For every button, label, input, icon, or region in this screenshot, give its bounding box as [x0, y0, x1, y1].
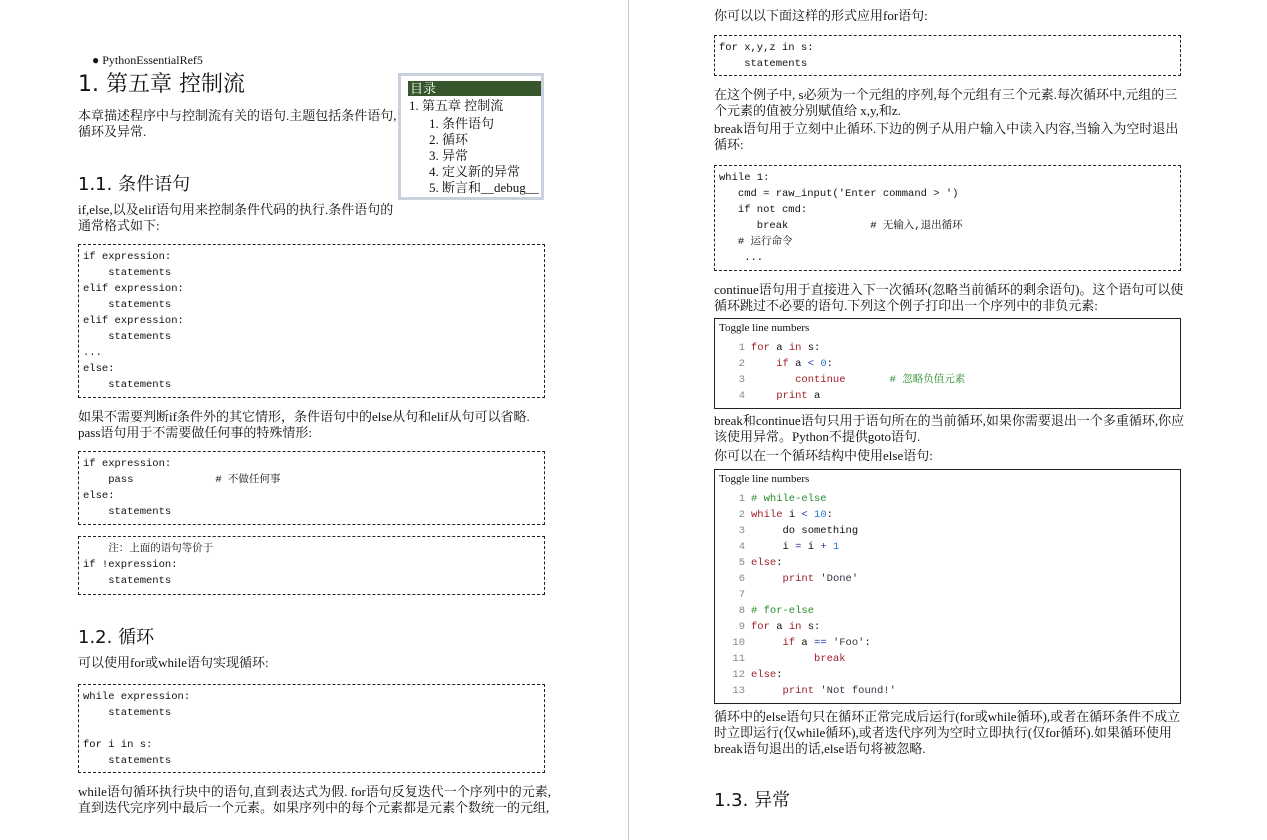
code-block	[78, 451, 545, 525]
code-line: elif expression:	[83, 283, 184, 295]
code-token: else	[751, 669, 777, 681]
line-number: 5	[738, 557, 745, 569]
toggle-line-numbers-link[interactable]: Toggle line numbers	[719, 473, 810, 485]
code-token: print	[776, 390, 808, 402]
code-token: a	[788, 358, 808, 370]
toc-item[interactable]: 5. 断言和__debug__	[429, 180, 539, 195]
code-line	[719, 619, 1176, 635]
code-line	[719, 651, 1176, 667]
code-token	[751, 374, 795, 386]
code-line: if expression:	[83, 251, 172, 263]
code-line	[719, 388, 1176, 404]
code-token: :	[776, 557, 783, 569]
code-line: statements	[83, 575, 172, 587]
section-heading-conditionals: 1.1. 条件语句	[78, 174, 191, 195]
line-number: 6	[738, 573, 745, 585]
right-page	[630, 0, 1267, 840]
code-token: 10	[814, 509, 827, 521]
code-token: # 忽略负值元素	[889, 374, 966, 386]
code-token: i	[782, 509, 802, 521]
line-number: 3	[738, 374, 745, 386]
toc-item[interactable]: 2. 循环	[429, 132, 469, 147]
toggle-line-numbers-link[interactable]: Toggle line numbers	[719, 322, 810, 334]
code-line: cmd = raw_input('Enter command > ')	[719, 188, 959, 200]
code-token: 'Foo'	[832, 637, 865, 649]
code-line: break # 无输入,退出循环	[719, 220, 963, 232]
code-line: while 1:	[719, 172, 770, 184]
code-line: statements	[83, 755, 172, 767]
intro-paragraph	[78, 108, 398, 140]
toc-chapter-link[interactable]: 1. 第五章 控制流	[409, 98, 504, 113]
code-token: for	[751, 342, 770, 354]
line-number: 7	[738, 589, 745, 601]
paragraph	[714, 87, 1194, 119]
code-block	[714, 35, 1181, 76]
code-line	[719, 571, 1176, 587]
line-number: 11	[732, 653, 745, 665]
code-line: # 运行命令	[719, 236, 793, 248]
code-token: # for-else	[751, 605, 815, 617]
code-token: :	[826, 509, 833, 521]
code-token: in	[788, 621, 802, 633]
code-line: 注：上面的语句等价于	[83, 543, 214, 555]
code-token: if	[776, 358, 789, 370]
code-token: :	[864, 637, 871, 649]
paragraph: 你可以以下面这样的形式应用for语句:	[714, 8, 928, 23]
code-line: statements	[83, 267, 172, 279]
code-line	[719, 603, 1176, 619]
text-line: while语句循环执行块中的语句,直到表达式为假. for语句反复迭代一个序列中的元素,	[78, 784, 552, 799]
section-heading-exceptions: 1.3. 异常	[714, 790, 791, 811]
code-token: 'Done'	[820, 573, 859, 585]
code-line: statements	[83, 707, 172, 719]
code-line	[719, 683, 1176, 699]
chapter-title: 1. 第五章 控制流	[78, 72, 245, 97]
line-number: 12	[732, 669, 745, 681]
toc-item[interactable]: 4. 定义新的异常	[429, 164, 521, 179]
toc-title: 目录	[408, 81, 541, 96]
code-line: statements	[719, 58, 808, 70]
code-line: elif expression:	[83, 315, 184, 327]
code-token: for	[751, 621, 770, 633]
line-number: 2	[738, 509, 745, 521]
line-number: 4	[738, 390, 745, 402]
section-heading-loops: 1.2. 循环	[78, 627, 155, 648]
code-line	[719, 507, 1176, 523]
code-line	[719, 539, 1176, 555]
text-line: break和continue语句只用于语句所在的当前循环,如果你需要退出一个多重循环,你应	[714, 413, 1185, 428]
code-block	[78, 684, 545, 773]
code-block	[714, 165, 1181, 271]
code-line: pass # 不做任何事	[83, 474, 281, 486]
text-line: 该使用异常。Python不提供goto语句.	[714, 429, 921, 444]
code-token: i	[751, 541, 796, 553]
code-line	[83, 721, 540, 737]
line-number: 13	[732, 685, 745, 697]
code-line: if !expression:	[83, 559, 178, 571]
code-token: s:	[801, 621, 821, 633]
code-token: i	[801, 541, 821, 553]
code-token	[751, 390, 776, 402]
listing-body	[719, 340, 1176, 404]
paragraph	[714, 121, 1194, 153]
code-token: 'Not found!'	[820, 685, 896, 697]
text-line: 在这个例子中, s必须为一个元组的序列,每个元组有三个元素.每次循环中,元组的三	[714, 87, 1178, 102]
text-line: 直到迭代完序列中最后一个元素。如果序列中的每个元素都是元素个数统一的元组,	[78, 800, 550, 815]
code-line	[719, 491, 1176, 507]
code-token	[751, 685, 783, 697]
breadcrumb-link[interactable]: PythonEssentialRef5	[102, 53, 203, 67]
toc-list	[401, 116, 541, 196]
code-token: s:	[801, 342, 821, 354]
paragraph	[714, 709, 1194, 757]
code-line	[719, 555, 1176, 571]
code-token: a	[769, 621, 789, 633]
line-number: 4	[738, 541, 745, 553]
code-token: 0	[820, 358, 827, 370]
code-listing	[714, 318, 1181, 409]
line-number: 3	[738, 525, 745, 537]
text-line: if,else,以及elif语句用来控制条件代码的执行.条件语句的	[78, 202, 394, 217]
code-token: ==	[814, 637, 827, 649]
text-line: continue语句用于直接进入下一次循环(忽略当前循环的剩余语句)。这个语句可以使	[714, 282, 1184, 297]
code-token: print	[782, 573, 815, 585]
text-line: 循环跳过不必要的语句.下列这个例子打印出一个序列中的非负元素:	[714, 298, 1098, 313]
code-line: if not cmd:	[719, 204, 808, 216]
text-line: 本章描述程序中与控制流有关的语句.主题包括条件语句,	[78, 108, 397, 123]
left-page	[0, 0, 628, 840]
code-token: a	[769, 342, 789, 354]
code-line	[719, 667, 1176, 683]
text-line: break语句退出的话,else语句将被忽略.	[714, 741, 926, 756]
paragraph	[714, 282, 1194, 314]
code-token: +	[820, 541, 827, 553]
code-token: in	[788, 342, 802, 354]
text-line: 循环中的else语句只在循环正常完成后运行(for或while循环),或者在循环条件不成立	[714, 709, 1181, 724]
code-token	[751, 637, 783, 649]
code-token: =	[795, 541, 802, 553]
code-line: statements	[83, 506, 172, 518]
paragraph	[78, 784, 568, 816]
text-line: pass语句用于不需要做任何事的特殊情形:	[78, 425, 313, 440]
code-token: print	[782, 685, 815, 697]
text-line: 时立即运行(仅while循环),或者迭代序列为空时立即执行(仅for循环).如果循环使用	[714, 725, 1172, 740]
code-line	[719, 523, 1176, 539]
code-line: statements	[83, 299, 172, 311]
code-token	[846, 374, 890, 386]
code-line	[719, 635, 1176, 651]
code-token: <	[801, 509, 808, 521]
code-token: do something	[751, 525, 859, 537]
text-line: 通常格式如下:	[78, 218, 160, 233]
code-token: :	[826, 358, 833, 370]
code-line	[719, 356, 1176, 372]
loops-paragraph: 可以使用for或while语句实现循环:	[78, 655, 269, 670]
page-divider	[628, 0, 629, 840]
breadcrumb-bullet: ● PythonEssentialRef5	[92, 53, 203, 67]
line-number: 1	[738, 342, 745, 354]
code-line: for i in s:	[83, 739, 153, 751]
text-line: 如果不需要判断if条件外的其它情形，条件语句中的else从句和elif从句可以省略.	[78, 409, 530, 424]
listing-body	[719, 491, 1176, 699]
code-token: <	[807, 358, 815, 370]
toc-item[interactable]: 1. 条件语句	[429, 116, 495, 131]
code-block	[78, 244, 545, 398]
code-line: while expression:	[83, 691, 191, 703]
code-line: else:	[83, 363, 115, 375]
code-token	[751, 653, 814, 665]
code-listing	[714, 469, 1181, 704]
code-token: # while-else	[751, 493, 827, 505]
conditionals-paragraph	[78, 202, 398, 234]
code-line: if expression:	[83, 458, 172, 470]
text-line: 个元素的值被分别赋值给 x,y,和z.	[714, 103, 901, 118]
toc-item[interactable]: 3. 异常	[429, 148, 469, 163]
code-token: while	[751, 509, 783, 521]
code-token: a	[795, 637, 815, 649]
code-line: statements	[83, 331, 172, 343]
paragraph	[714, 413, 1194, 445]
line-number: 2	[738, 358, 745, 370]
code-line: ...	[719, 252, 764, 264]
code-line	[719, 587, 1176, 603]
text-line: 循环:	[714, 137, 744, 152]
code-line: statements	[83, 379, 172, 391]
code-token	[751, 573, 783, 585]
line-number: 8	[738, 605, 745, 617]
code-token	[751, 358, 776, 370]
code-line	[719, 372, 1176, 388]
code-line: for x,y,z in s:	[719, 42, 814, 54]
code-token: :	[776, 669, 783, 681]
code-line: ...	[83, 347, 102, 359]
code-token: else	[751, 557, 777, 569]
code-token: if	[782, 637, 796, 649]
code-token: 1	[832, 541, 840, 553]
line-number: 1	[738, 493, 745, 505]
code-token: continue	[795, 374, 846, 386]
table-of-contents	[398, 73, 544, 200]
code-line	[719, 340, 1176, 356]
text-line: break语句用于立刻中止循环.下边的例子从用户输入中读入内容,当输入为空时退出	[714, 121, 1179, 136]
text-line: 循环及异常.	[78, 124, 147, 139]
line-number: 10	[732, 637, 745, 649]
paragraph: 你可以在一个循环结构中使用else语句:	[714, 448, 933, 463]
code-token: a	[807, 390, 821, 402]
line-number: 9	[738, 621, 745, 633]
code-token: break	[814, 653, 846, 665]
code-note-block	[78, 536, 545, 595]
code-line: else:	[83, 490, 115, 502]
paragraph	[78, 409, 558, 441]
